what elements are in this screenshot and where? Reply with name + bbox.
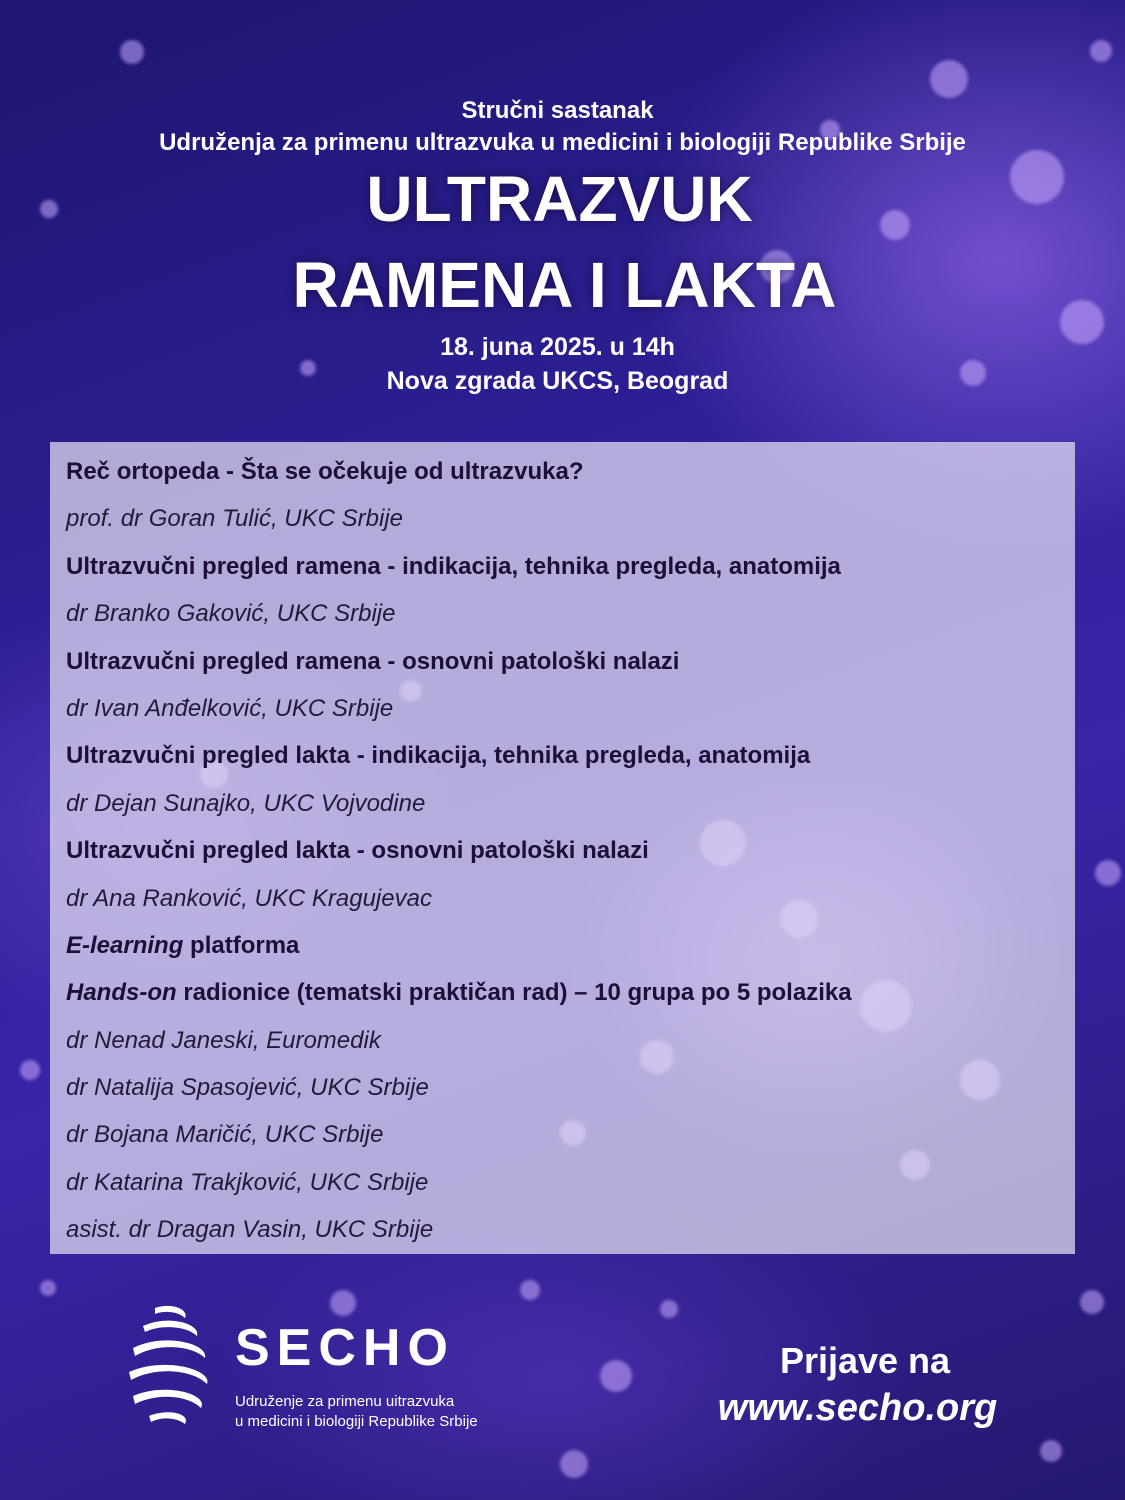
registration-link[interactable]: www.secho.org: [717, 1387, 998, 1429]
registration-label: Prijave na: [779, 1340, 951, 1381]
program-topic: Reč ortopeda - Šta se očekuje od ultrazvuka?: [66, 458, 584, 485]
program-speaker: dr Ana Ranković, UKC Kragujevac: [66, 884, 432, 912]
program-topic: Ultrazvučni pregled lakta - indikacija, tehnika pregleda, anatomija: [66, 742, 811, 770]
program-speaker: dr Bojana Maričić, UKC Srbije: [66, 1121, 384, 1149]
elearning-emphasis: E-learning: [66, 931, 184, 959]
program-speaker: dr Nenad Janeski, Euromedik: [66, 1026, 381, 1054]
secho-subtitle-line-1: Udruženje za primenu uitrazvuka: [235, 1393, 455, 1410]
program-speaker: dr Katarina Trakjković, UKC Srbije: [66, 1168, 429, 1196]
program-speaker: dr Natalija Spasojević, UKC Srbije: [66, 1074, 429, 1102]
program-speaker: dr Ivan Anđelković, UKC Srbije: [66, 694, 394, 722]
program-topic: Ultrazvučni pregled lakta - osnovni patološki nalazi: [66, 837, 649, 865]
secho-wordmark: SECHO: [235, 1319, 455, 1377]
event-date: 18. juna 2025. u 14h: [440, 333, 675, 361]
program-speaker: dr Dejan Sunajko, UKC Vojvodine: [66, 789, 426, 817]
event-header: [0, 95, 1125, 397]
meeting-type: Stručni sastanak: [461, 97, 654, 124]
secho-subtitle-line-2: u medicini i biologiji Republike Srbije: [235, 1413, 478, 1430]
elearning-rest: platforma: [183, 931, 300, 959]
workshops-rest: radionice (tematski praktičan rad) – 10 grupa po 5 polazika: [176, 979, 852, 1007]
secho-logo: [125, 1300, 525, 1450]
secho-logo-icon: [125, 1300, 215, 1430]
program-topic-elearning: [66, 922, 1075, 969]
program-speaker: asist. dr Dragan Vasin, UKC Srbije: [66, 1216, 434, 1244]
program-panel: [50, 442, 1075, 1254]
program-speaker: dr Branko Gaković, UKC Srbije: [66, 600, 396, 628]
program-topic-workshops: [66, 969, 1075, 1016]
event-title-line-1: ULTRAZVUK: [366, 163, 753, 235]
registration-info: [700, 1340, 1040, 1430]
secho-subtitle: [235, 1392, 478, 1432]
program-speaker: prof. dr Goran Tulić, UKC Srbije: [66, 505, 403, 533]
hands-on-emphasis: Hands-on: [66, 979, 177, 1007]
program-topic: Ultrazvučni pregled ramena - indikacija, tehnika pregleda, anatomija: [66, 552, 841, 580]
event-venue: Nova zgrada UKCS, Beograd: [386, 367, 729, 395]
program-topic: Ultrazvučni pregled ramena - osnovni patološki nalazi: [66, 647, 680, 675]
organizer-line: Udruženja za primenu ultrazvuka u medicini i biologiji Republike Srbije: [159, 129, 966, 156]
event-title-line-2: RAMENA I LAKTA: [292, 249, 837, 321]
